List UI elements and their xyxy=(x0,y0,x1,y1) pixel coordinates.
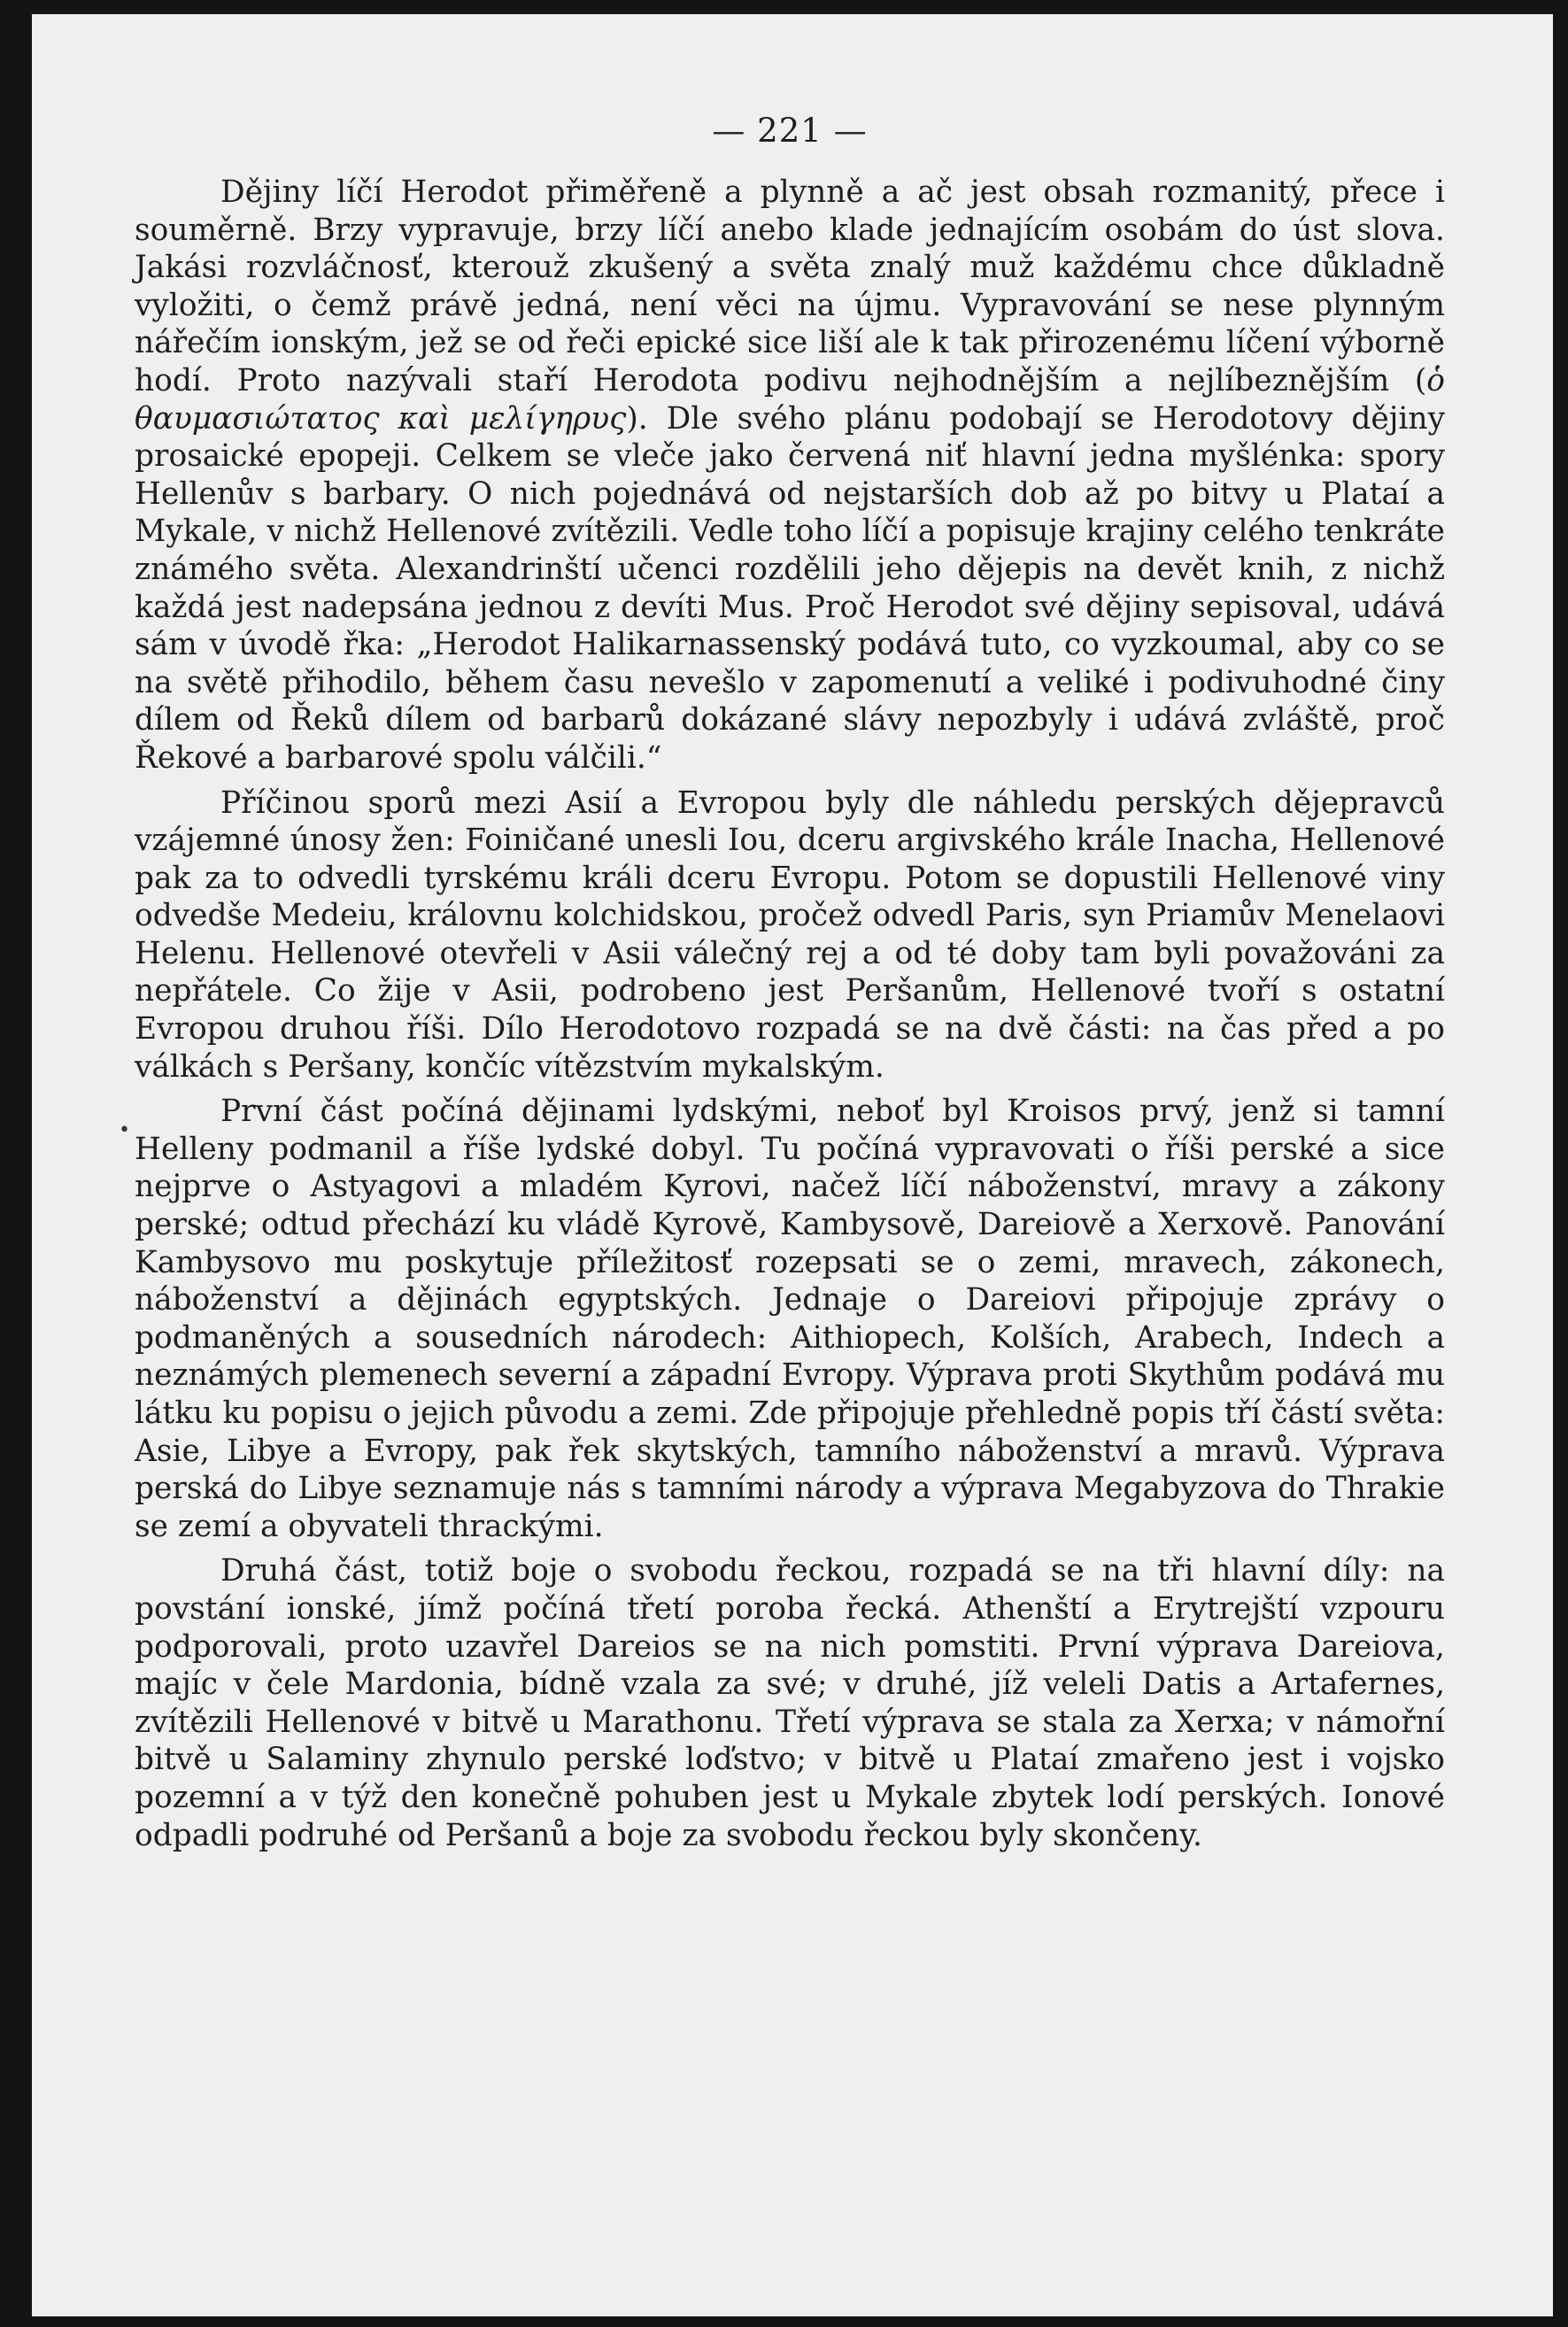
text-block xyxy=(135,104,1445,1861)
paragraph-1-text-after: ). Dle svého plánu podobají se Herodotovy dějiny prosaické epopeji. Celkem se vleče jako červená niť hlavní jedna myšlénka: spory Hellenův s barbary. O nich pojednává od nejstarších dob až po bitvy u Plataí a Mykale, v nichž Hellenové zvítězili. Vedle toho líčí a popisuje krajiny celého tenkráte známého světa. Alexandrinští učenci rozdělili jeho dějepis na devět knih, z nichž každá jest nadepsána jednou z devíti Mus. Proč Herodot své dějiny sepisoval, udává sám v úvodě řka: „Herodot Halikarnassenský podává tuto, co vyzkoumal, aby co se na světě přihodilo, během času nevešlo v zapomenutí a veliké i podivuhodné činy dílem od Řeků dílem od barbarů dokázané slávy nepozbyly i udává zvláště, proč Řekové a barbarové spolu válčili.“ xyxy=(135,400,1446,776)
paragraph-3: První část počíná dějinami lydskými, neboť byl Kroisos prvý, jenž si tamní Helleny podmanil a říše lydské dobyl. Tu počíná vypravovati o říši perské a sice nejprve o Astyagovi a mladém Kyrovi, načež líčí náboženství, mravy a zákony perské; odtud přechází ku vládě Kyrově, Kambysově, Dareiově a Xerxově. Panování Kambysovo mu poskytuje příležitosť rozepsati se o zemi, mravech, zákonech, náboženství a dějinách egyptských. Jednaje o Dareiovi připojuje zprávy o podmaněných a sousedních národech: Aithiopech, Kolších, Arabech, Indech a neznámých plemenech severní a západní Evropy. Výprava proti Skythům podává mu látku ku popisu o jejich původu a zemi. Zde připojuje přehledně popis tří částí světa: Asie, Libye a Evropy, pak řek skytských, tamního náboženství a mravů. Výprava perská do Libye seznamuje nás s tamními národy a výprava Megabyzova do Thrakie se zemí a obyvateli thrackými. xyxy=(135,1094,1445,1544)
paragraph-1-text-before: Dějiny líčí Herodot přiměřeně a plynně a ač jest obsah rozmanitý, přece i souměrně. Brzy vypravuje, brzy líčí anebo klade jednajícím osobám do úst slova. Jakási rozvláčnosť, kterouž zkušený a světa znalý muž každému chce důkladně vyložiti, o čemž právě jedná, není věci na újmu. Vypravování se nese plynným nářečím ionským, jež se od řeči epické sice liší ale k tak přirozenému líčení výborně hodí. Proto nazývali staří Herodota podivu nejhodnějším a nejlíbeznějším ( xyxy=(135,174,1445,398)
greek-quotation: ὁ θαυμασιώτατος καὶ μελίγηρυς xyxy=(135,362,1445,437)
paragraph-1 xyxy=(135,174,1445,777)
book-page xyxy=(32,14,1553,2316)
margin-mark: • xyxy=(119,1119,130,1141)
paragraph-2: Příčinou sporů mezi Asií a Evropou byly dle náhledu perských dějepravců vzájemné únosy žen: Foiničané unesli Iou, dceru argivského krále Inacha, Hellenové pak za to odvedli tyrskému králi dceru Evropu. Potom se dopustili Hellenové viny odvedše Medeiu, královnu kolchidskou, pročež odvedl Paris, syn Priamův Menelaovi Helenu. Hellenové otevřeli v Asii válečný rej a od té doby tam byli považováni za nepřátele. Co žije v Asii, podrobeno jest Peršanům, Hellenové tvoří s ostatní Evropou druhou říši. Dílo Herodotovo rozpadá se na dvě části: na čas před a po válkách s Peršany, končíc vítězstvím mykalským. xyxy=(135,785,1445,1085)
paragraph-4: Druhá část, totiž boje o svobodu řeckou, rozpadá se na tři hlavní díly: na povstání ionské, jímž počíná třetí poroba řecká. Athenští a Erytrejští vzpouru podporovali, proto uzavřel Dareios se na nich pomstiti. První výprava Dareiova, majíc v čele Mardonia, bídně vzala za své; v druhé, jíž veleli Datis a Artafernes, zvítězili Hellenové v bitvě u Marathonu. Třetí výprava se stala za Xerxa; v námořní bitvě u Salaminy zhynulo perské loďstvo; v bitvě u Plataí zmařeno jest i vojsko pozemní a v týž den konečně pohuben jest u Mykale zbytek lodí perských. Ionové odpadli podruhé od Peršanů a boje za svobodu řeckou byly skončeny. xyxy=(135,1553,1445,1853)
page-number: — 221 — xyxy=(712,112,868,150)
